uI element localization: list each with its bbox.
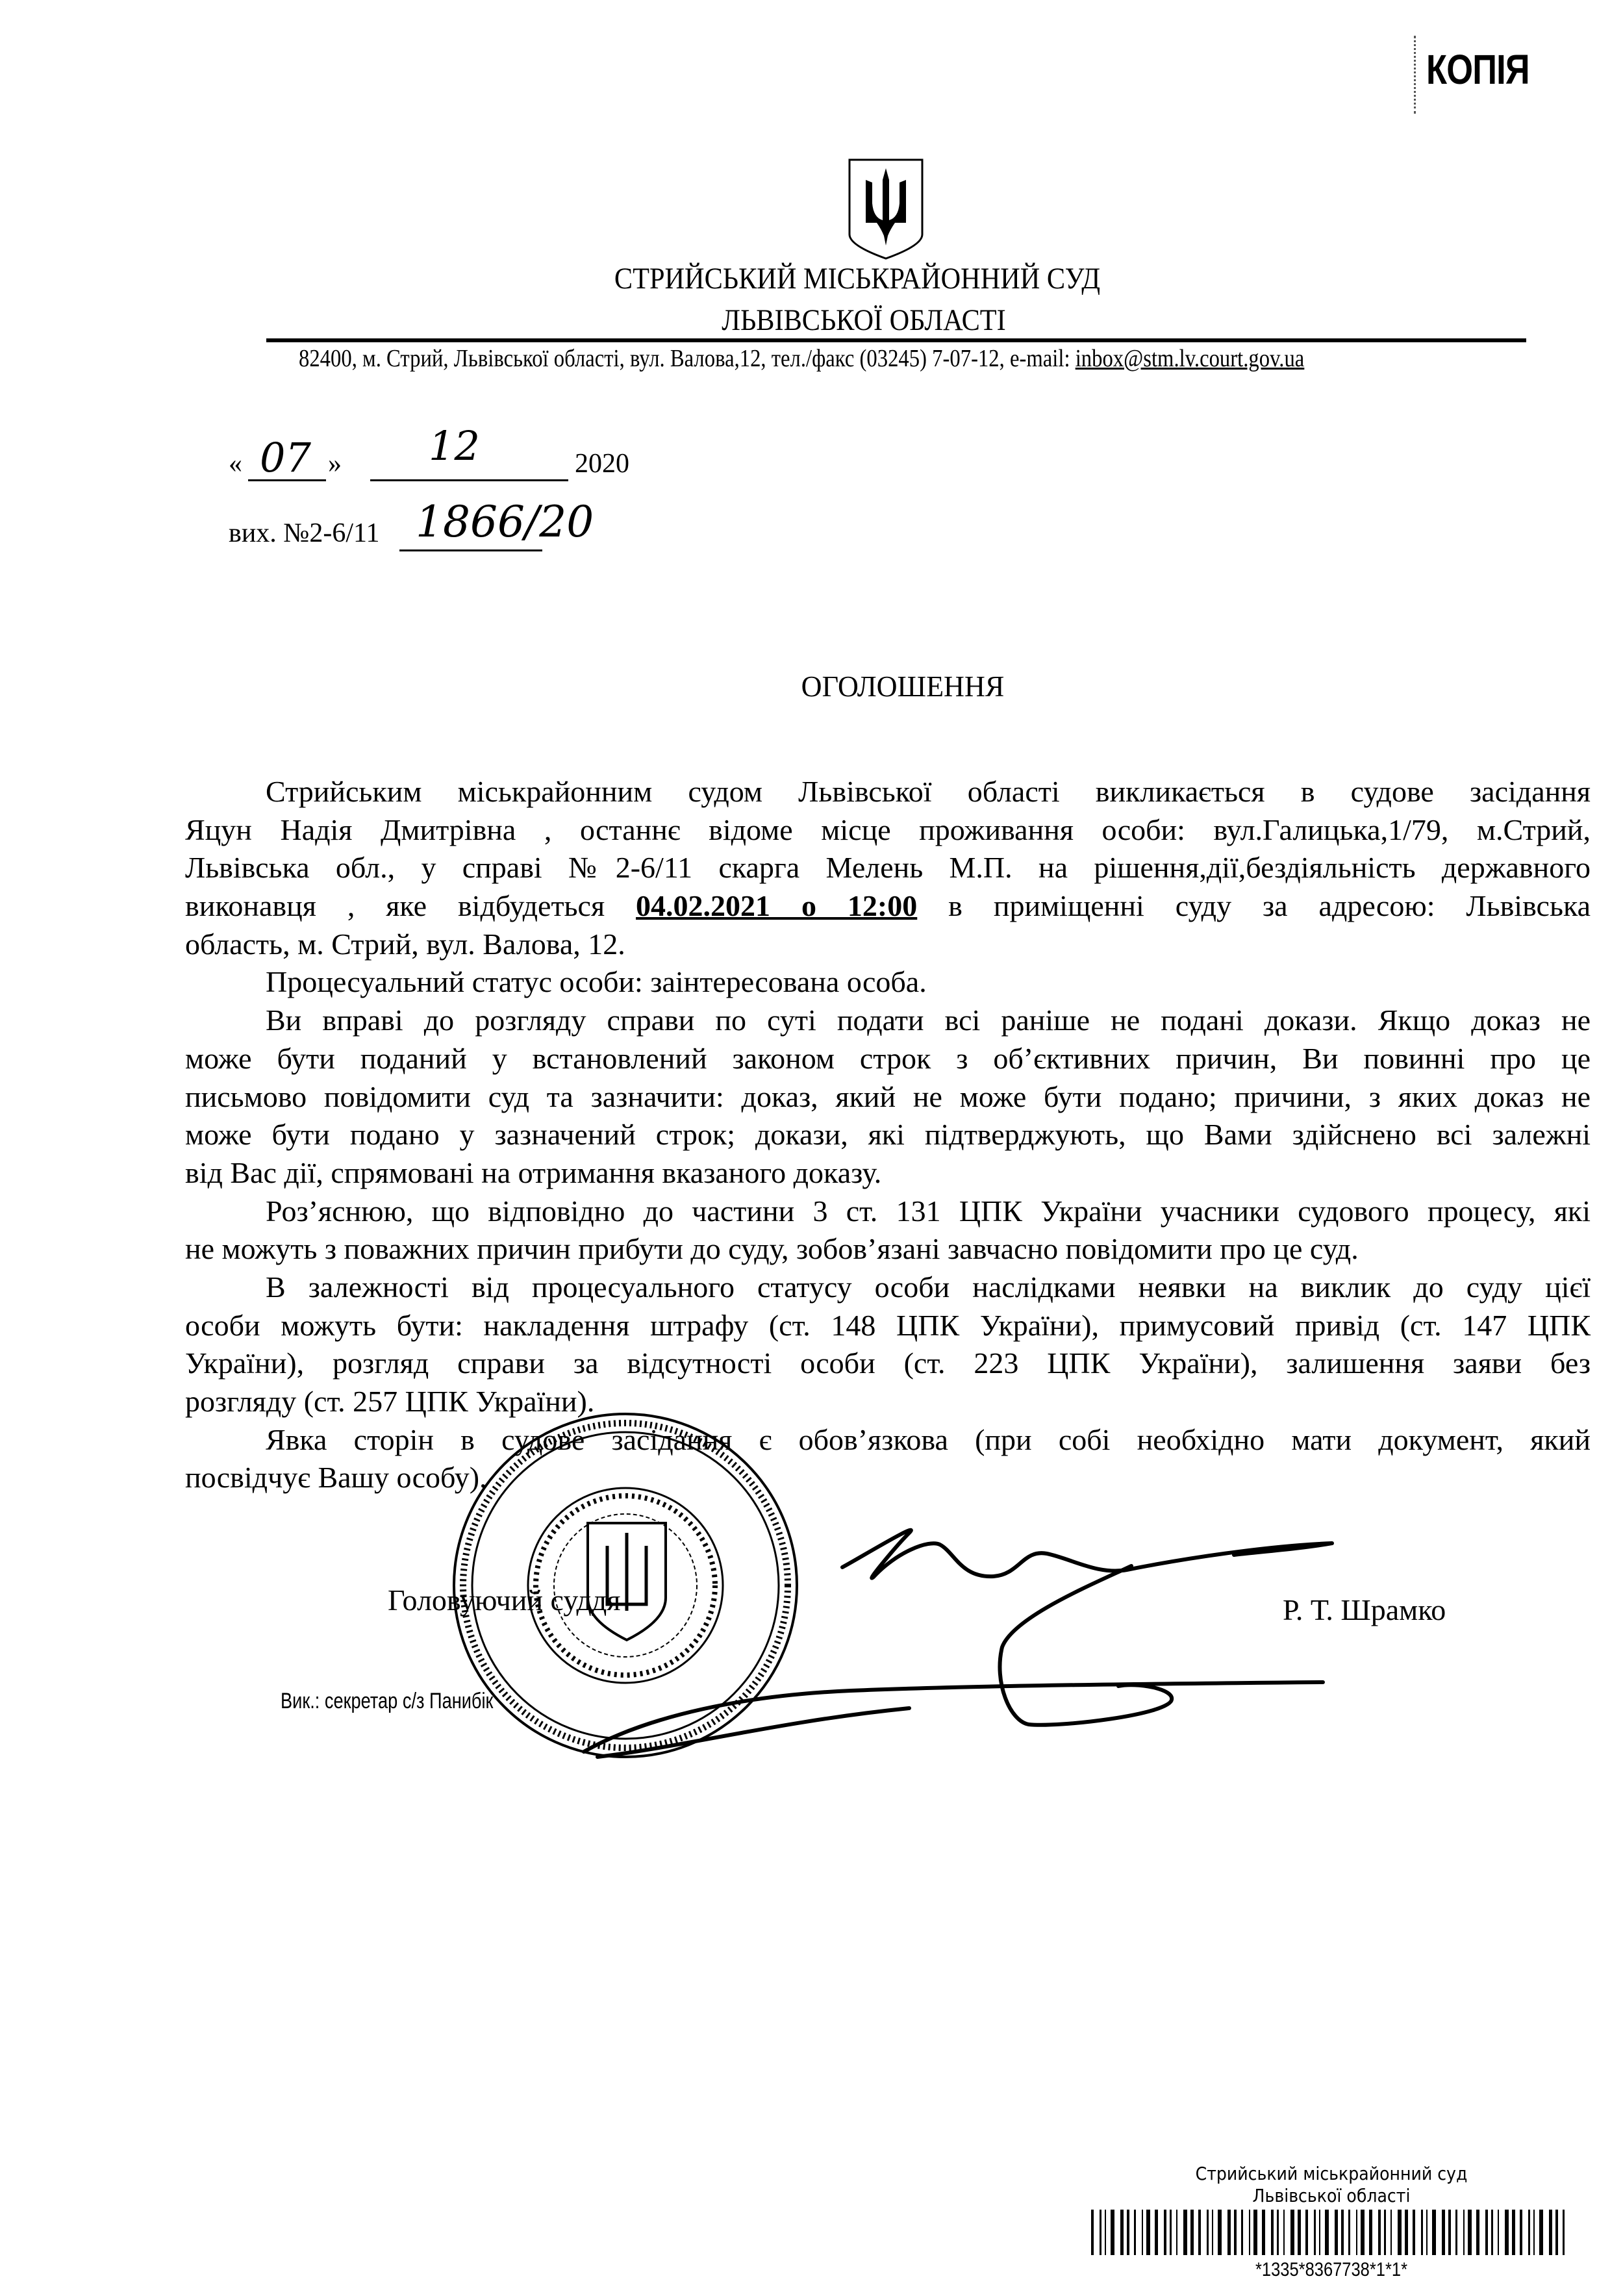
body-line: письмово повідомити суд та зазначити: доказ, який не може бути подано; причини, з яких доказ не [185, 1079, 1591, 1113]
barcode-bar [1183, 2210, 1187, 2255]
outgoing-number-handwritten: 1866/20 [416, 497, 594, 547]
barcode-bar [1241, 2210, 1243, 2255]
barcode-bar [1549, 2210, 1552, 2255]
barcode-bar [1218, 2210, 1222, 2255]
barcode-number: *1335*8367738*1*1* [1255, 2259, 1407, 2280]
barcode-bar [1421, 2210, 1423, 2255]
email-link[interactable]: inbox@stm.lv.court.gov.ua [1075, 345, 1305, 372]
judge-name: Р. Т. Шрамко [1283, 1593, 1446, 1626]
barcode-bar [1111, 2210, 1114, 2255]
barcode-bar [1398, 2210, 1402, 2255]
body-line: може бути подано у зазначений строк; докази, які підтверджують, що Вами здійснено всі залежні [185, 1118, 1591, 1152]
handwritten-signature [584, 1530, 1332, 1757]
barcode-bar [1314, 2210, 1316, 2255]
barcode-bar [1463, 2210, 1465, 2255]
barcode [1091, 2210, 1568, 2255]
body-line: область, м. Стрий, вул. Валова, 12. [185, 927, 625, 961]
barcode-bar [1505, 2210, 1509, 2255]
barcode-bar [1207, 2210, 1209, 2255]
barcode-bar [1528, 2210, 1530, 2255]
barcode-bar [1127, 2210, 1129, 2255]
barcode-bar [1539, 2210, 1543, 2255]
announcement-body [185, 773, 1591, 1497]
barcode-bar [1290, 2210, 1294, 2255]
outgoing-underline [399, 549, 542, 551]
executor-line: Вик.: секретар с/з Панибік [281, 1689, 494, 1713]
body-line: Львівська обл., у справі №2-6/11 скарга Мелень М.П. на рішення,дії,бездіяльність державного [185, 851, 1591, 885]
barcode-bar [1485, 2210, 1488, 2255]
barcode-court-label [1127, 2163, 1536, 2207]
document-date [229, 448, 242, 479]
barcode-bar [1378, 2210, 1381, 2255]
outgoing-number-label: вих. №2-6/11 [229, 518, 380, 548]
barcode-bar [1348, 2210, 1350, 2255]
barcode-bar [1533, 2210, 1535, 2255]
barcode-bar [1305, 2210, 1308, 2255]
barcode-court-line2: Львівської області [1252, 2185, 1411, 2206]
body-text-segment: в приміщенні суду за адресою: Львівська [917, 889, 1591, 923]
barcode-bar [1146, 2210, 1150, 2255]
barcode-bar [1520, 2210, 1522, 2255]
barcode-bar [1455, 2210, 1457, 2255]
month-underline [370, 479, 568, 481]
barcode-bar [1298, 2210, 1301, 2255]
barcode-bar [1491, 2210, 1493, 2255]
body-line: Ви вправі до розгляду справи по суті подати всі раніше не подані докази. Якщо доказ не [266, 1003, 1591, 1037]
date-year: 2020 [575, 449, 629, 479]
body-line: посвідчує Вашу особу). [185, 1461, 487, 1495]
barcode-bar [1369, 2210, 1372, 2255]
barcode-bar [1405, 2210, 1408, 2255]
barcode-bar [1249, 2210, 1250, 2255]
judge-role: Головуючий суддя [388, 1583, 621, 1617]
barcode-bar [1198, 2210, 1201, 2255]
barcode-bar [1170, 2210, 1172, 2255]
body-line: від Вас дії, спрямовані на отримання вказаного доказу. [185, 1155, 882, 1189]
barcode-bar [1120, 2210, 1124, 2255]
body-line: Роз’яснюю, що відповідно до частини 3 ст. 131 ЦПК України учасники судового процесу, які [266, 1194, 1591, 1228]
barcode-bar [1361, 2210, 1365, 2255]
barcode-bar [1271, 2210, 1274, 2255]
barcode-bar [1190, 2210, 1194, 2255]
barcode-bar [1442, 2210, 1445, 2255]
barcode-bar [1262, 2210, 1265, 2255]
barcode-bar [1468, 2210, 1472, 2255]
coat-of-arms-icon [848, 158, 924, 260]
body-line: Явка сторін в судове засідання є обов’язкова (при собі необхідно мати документ, який [266, 1422, 1591, 1456]
barcode-bar [1142, 2210, 1143, 2255]
barcode-bar [1426, 2210, 1428, 2255]
barcode-bar [1325, 2210, 1329, 2255]
barcode-bar [1341, 2210, 1344, 2255]
barcode-bar [1390, 2210, 1392, 2255]
barcode-bar [1555, 2210, 1558, 2255]
barcode-bar [1335, 2210, 1338, 2255]
document-heading: ОГОЛОШЕННЯ [801, 670, 1005, 703]
barcode-bar [1476, 2210, 1479, 2255]
date-open-quote: « [229, 449, 242, 479]
body-line [185, 887, 1591, 926]
barcode-bar [1253, 2210, 1257, 2255]
barcode-bar [1277, 2210, 1279, 2255]
body-line: В залежності від процесуального статусу особи наслідками неявки на виклик до суду цієї [266, 1270, 1591, 1304]
barcode-bar [1164, 2210, 1166, 2255]
barcode-bar [1563, 2210, 1565, 2255]
barcode-bar [1448, 2210, 1451, 2255]
body-line: Процесуальний статус особи: заінтересована особа. [266, 965, 927, 999]
barcode-bar [1155, 2210, 1158, 2255]
barcode-bar [1384, 2210, 1386, 2255]
date-day-handwritten: 07 [260, 434, 311, 481]
body-line: не можуть з поважних причин прибути до суду, зобов’язані завчасно повідомити про це суд. [185, 1232, 1359, 1266]
body-line: особи можуть бути: накладення штрафу (ст. 148 ЦПК України), примусовий привід (ст. 147 ЦПК [185, 1308, 1591, 1342]
header-divider [266, 338, 1526, 342]
body-line: Стрийським міськрайонним судом Львівської області викликається в судове засідання [266, 775, 1591, 808]
court-name-line2: ЛЬВІВСЬКОЇ ОБЛАСТІ [722, 303, 1006, 337]
date-close-quote: » [328, 449, 342, 479]
court-name-line1: СТРИЙСЬКИЙ МІСЬКРАЙОННИЙ СУД [614, 262, 1101, 296]
copy-stamp: КОПІЯ [1426, 46, 1529, 93]
barcode-bar [1091, 2210, 1094, 2255]
barcode-bar [1319, 2210, 1320, 2255]
court-address [299, 344, 1304, 373]
barcode-bar [1498, 2210, 1499, 2255]
barcode-bar [1105, 2210, 1106, 2255]
body-line: розгляду (ст. 257 ЦПК України). [185, 1385, 595, 1418]
body-text-segment: виконавця , яке відбудеться [185, 889, 636, 923]
barcode-bar [1227, 2210, 1231, 2255]
barcode-bar [1176, 2210, 1177, 2255]
barcode-court-line1: Стрийський міськрайонний суд [1195, 2163, 1468, 2184]
body-line: Яцун Надія Дмитрівна , останнє відоме місце проживання особи: вул.Галицька,1/79, м.Стрий, [185, 813, 1591, 846]
barcode-bar [1283, 2210, 1285, 2255]
date-month-handwritten: 12 [429, 422, 480, 470]
barcode-bar [1234, 2210, 1237, 2255]
copy-mark-border [1414, 36, 1416, 114]
address-text: 82400, м. Стрий, Львівської області, вул. Валова,12, тел./факс (03245) 7-07-12, e-mail: [299, 345, 1076, 372]
barcode-bar [1134, 2210, 1136, 2255]
body-line: України), розгляд справи за відсутності особи (ст. 223 ЦПК України), залишення заяви без [185, 1346, 1591, 1380]
body-line: може бути поданий у встановлений законом строк з об’єктивних причин, Ви повинні про це [185, 1041, 1591, 1075]
barcode-bar [1413, 2210, 1415, 2255]
barcode-bar [1512, 2210, 1515, 2255]
barcode-bar [1356, 2210, 1357, 2255]
hearing-datetime: 04.02.2021 о 12:00 [636, 889, 918, 923]
barcode-bar [1212, 2210, 1213, 2255]
barcode-bar [1432, 2210, 1436, 2255]
barcode-bar [1100, 2210, 1101, 2255]
